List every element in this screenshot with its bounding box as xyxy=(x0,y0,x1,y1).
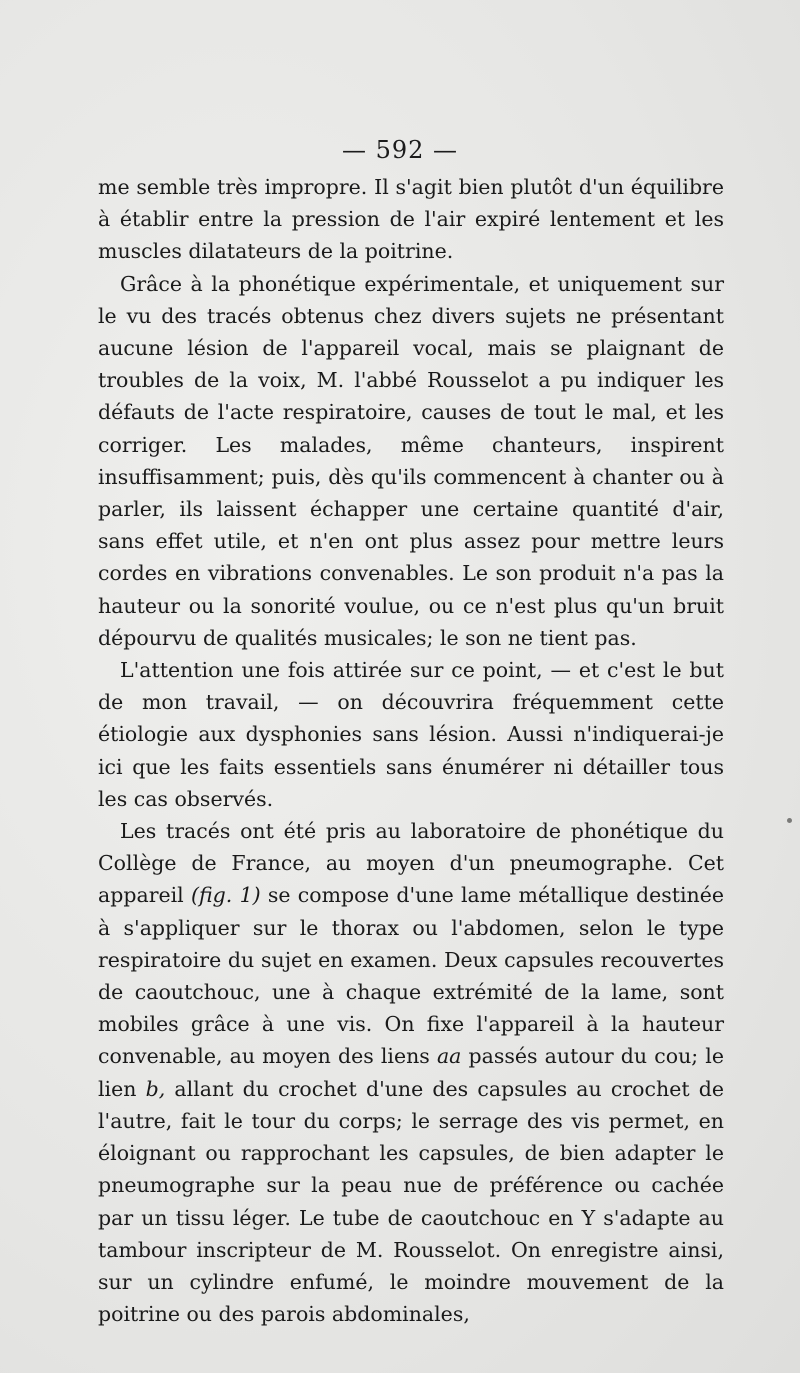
paragraph-4-middle-1: se compose d'une lame métallique destinée à s'appliquer sur le thorax ou l'abdomen, selon le type respiratoire du sujet en examen. Deux capsules recouvertes de caoutchouc, une à chaque extrémité de la lame, sont mobiles grâce à une vis. On fixe l'appareil à la hauteur convenable, au moyen des liens xyxy=(98,883,725,1069)
body-text xyxy=(98,171,724,1330)
paragraph-4-middle-2: passés autour du cou; le lien xyxy=(98,1044,724,1101)
paragraph-4 xyxy=(98,815,724,1330)
paragraph-2: Grâce à la phonétique expérimentale, et uniquement sur le vu des tracés obtenus chez divers sujets ne présentant aucune lésion de l'appareil vocal, mais se plaignant de troubles de la voix, M. l'abbé Rousselot a pu indiquer les défauts de l'acte respiratoire, causes de tout le mal, et les corriger. Les malades, même chanteurs, inspirent insuffisamment; puis, dès qu'ils commencent à chanter ou à parler, ils laissent échapper une certaine quantité d'air, sans effet utile, et n'en ont plus assez pour mettre leurs cordes en vibrations convenables. Le son produit n'a pas la hauteur ou la sonorité voulue, ou ce n'est plus qu'un bruit dépourvu de qualités musicales; le son ne tient pas. xyxy=(98,271,724,650)
paragraph-3: L'attention une fois attirée sur ce point, — et c'est le but de mon travail, — on découvrira fréquemment cette étiologie aux dysphonies sans lésion. Aussi n'indiquerai-je ici que les faits essentiels sans énumérer ni détailler tous les cas observés. xyxy=(98,658,724,811)
figure-reference: (fig. 1) xyxy=(191,883,261,908)
paper-speck xyxy=(787,818,792,823)
page-number: — 592 — xyxy=(341,136,459,164)
paragraph-4-end: allant du crochet d'une des capsules au crochet de l'autre, fait le tour du corps; le serrage des vis permet, en éloignant ou rapprochant les capsules, de bien adapter le pneumographe sur la peau nue de préférence ou cachée par un tissu léger. Le tube de caoutchouc en Y s'adapte au tambour inscripteur de M. Rousselot. On enregistre ainsi, sur un cylindre enfumé, le moindre mouvement de la poitrine ou des parois abdominales, xyxy=(98,1076,724,1327)
label-aa: aa xyxy=(436,1044,462,1069)
paragraph-1: me semble très impropre. Il s'agit bien plutôt d'un équilibre à établir entre la pression de l'air expiré lentement et les muscles dilatateurs de la poitrine. xyxy=(98,175,724,264)
label-b: b, xyxy=(145,1076,166,1101)
paragraph-4-start: Les tracés ont été pris au laboratoire de phonétique du Collège de France, au moyen d'un pneumographe. Cet appareil xyxy=(98,819,724,908)
